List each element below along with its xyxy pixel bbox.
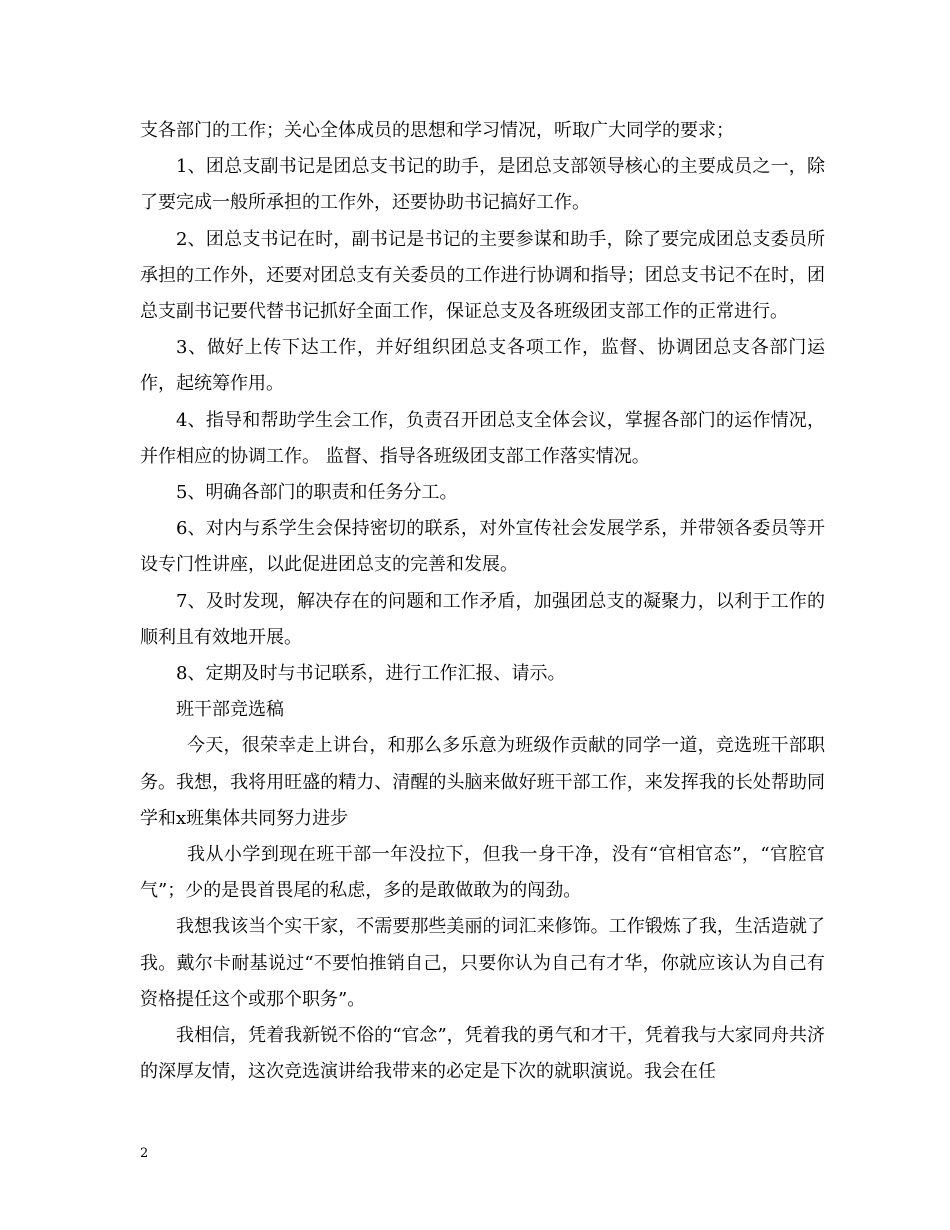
- paragraph: 我相信，凭着我新锐不俗的“官念”，凭着我的勇气和才干，凭着我与大家同舟共济的深厚友情，这次竞选演讲给我带来的必定是下次的就职演说。我会在任: [140, 1025, 825, 1083]
- page-number: 2: [140, 1146, 149, 1161]
- paragraph: 我从小学到现在班干部一年没拉下，但我一身干净，没有“官相官态”，“官腔官气”；少的是畏首畏尾的私虑，多的是敢做敢为的闯劲。: [140, 844, 825, 902]
- paragraph: 5、明确各部门的职责和任务分工。: [176, 482, 458, 504]
- paragraph: 支各部门的工作；关心全体成员的思想和学习情况，听取广大同学的要求；: [140, 120, 734, 141]
- document-body: [140, 113, 825, 1090]
- paragraph: 6、对内与系学生会保持密切的联系，对外宣传社会发展学系，并带领各委员等开设专门性讲座，以此促进团总支的完善和发展。: [140, 518, 825, 576]
- paragraph: 我想我该当个实干家，不需要那些美丽的词汇来修饰。工作锻炼了我，生活造就了我。戴尔卡耐基说过“不要怕推销自己，只要你认为自己有才华，你就应该认为自己有资格提任这个或那个职务”。: [140, 916, 825, 1010]
- paragraph: 3、做好上传下达工作，并好组织团总支各项工作，监督、协调团总支各部门运作，起统筹作用。: [140, 337, 825, 395]
- paragraph: 4、指导和帮助学生会工作，负责召开团总支全体会议，掌握各部门的运作情况，并作相应的协调工作。 监督、指导各班级团支部工作落实情况。: [140, 409, 825, 467]
- paragraph: 1、团总支副书记是团总支书记的助手，是团总支部领导核心的主要成员之一，除了要完成一般所承担的工作外，还要协助书记搞好工作。: [140, 156, 825, 214]
- paragraph: 8、定期及时与书记联系，进行工作汇报、请示。: [176, 663, 566, 685]
- section-heading: 班干部竞选稿: [176, 699, 284, 721]
- paragraph: 2、团总支书记在时，副书记是书记的主要参谋和助手，除了要完成团总支委员所承担的工作外，还要对团总支有关委员的工作进行协调和指导；团总支书记不在时，团总支副书记要代替书记抓好全面工作，保证总支及各班级团支部工作的正常进行。: [140, 228, 825, 323]
- paragraph: 7、及时发现，解决存在的问题和工作矛盾，加强团总支的凝聚力，以利于工作的顺利且有效地开展。: [140, 590, 825, 648]
- paragraph: 今天，很荣幸走上讲台，和那么多乐意为班级作贡献的同学一道，竞选班干部职务。我想，我将用旺盛的精力、清醒的头脑来做好班干部工作，来发挥我的长处帮助同学和x班集体共同努力进步: [140, 735, 825, 829]
